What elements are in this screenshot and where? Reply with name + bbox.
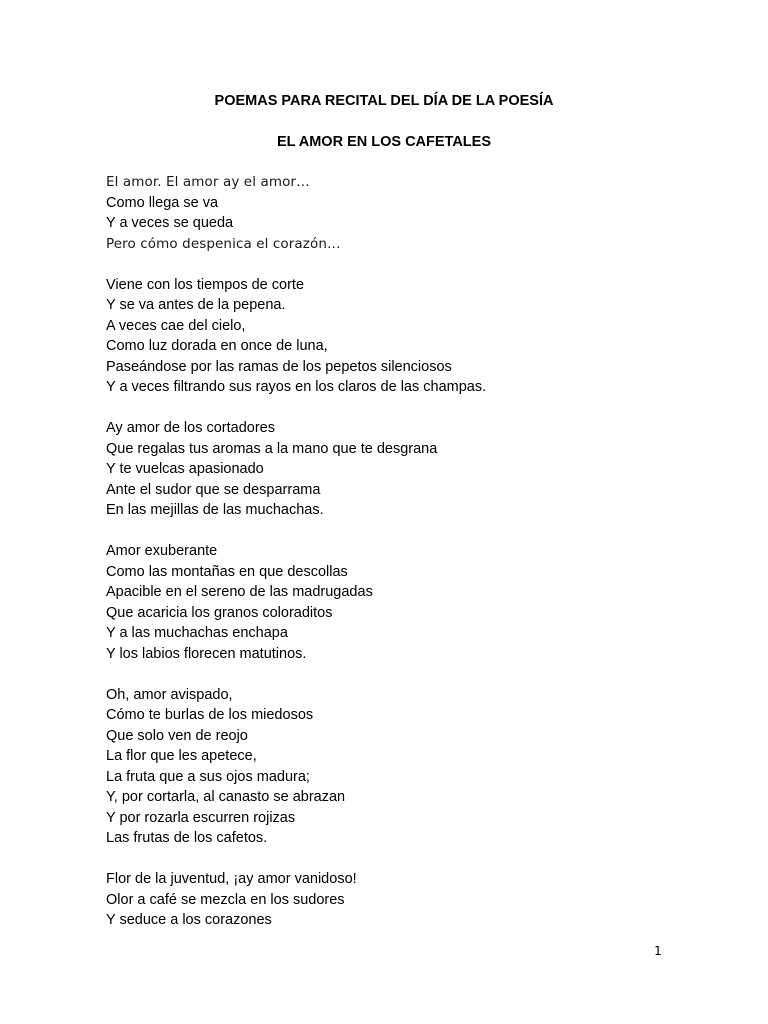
poem-body — [106, 172, 706, 951]
poem-line: Amor exuberante — [106, 543, 218, 559]
stanza-1 — [106, 172, 706, 254]
poem-line: Que acaricia los granos coloraditos — [106, 604, 333, 621]
poem-line: Paseándose por las ramas de los pepetos silenciosos — [106, 358, 452, 375]
document-heading: POEMAS PARA RECITAL DEL DÍA DE LA POESÍA — [214, 93, 554, 109]
stanza-4 — [106, 541, 706, 664]
poem-line: Flor de la juventud, ¡ay amor vanidoso! — [106, 871, 357, 887]
poem-line: Como llega se va — [106, 194, 219, 211]
poem-line: Oh, amor avispado, — [106, 686, 233, 703]
poem-line: Y a las muchachas enchapa — [106, 625, 288, 641]
poem-title: EL AMOR EN LOS CAFETALES — [276, 134, 492, 150]
poem-line: Que solo ven de reojo — [106, 727, 248, 744]
poem-line: Como las montañas en que descollas — [106, 563, 348, 580]
poem-line: Ante el sudor que se desparrama — [106, 481, 321, 498]
poem-line: Como luz dorada en once de luna, — [106, 338, 328, 354]
page-number: 1 — [654, 944, 662, 958]
poem-line: La fruta que a sus ojos madura; — [106, 768, 310, 785]
poem-line: Ay amor de los cortadores — [106, 420, 275, 436]
poem-line: Y, por cortarla, al canasto se abrazan — [106, 789, 346, 805]
poem-line: La flor que les apetece, — [106, 748, 257, 764]
poem-line: Y los labios florecen matutinos. — [106, 645, 307, 662]
poem-line: Cómo te burlas de los miedosos — [106, 707, 314, 723]
poem-line: Apacible en el sereno de las madrugadas — [106, 584, 373, 600]
poem-line: Y seduce a los corazones — [106, 912, 272, 928]
poem-line: En las mejillas de las muchachas. — [106, 502, 324, 518]
poem-line: Y se va antes de la pepena. — [106, 297, 286, 313]
stanza-5 — [106, 685, 706, 849]
stanza-2 — [106, 275, 706, 398]
poem-line: Viene con los tiempos de corte — [106, 276, 305, 293]
poem-line: Y a veces se queda — [106, 215, 234, 231]
stanza-6 — [106, 869, 706, 931]
poem-line: Y a veces filtrando sus rayos en los claros de las champas. — [106, 379, 487, 395]
poem-line: El amor. El amor ay el amor… — [106, 174, 310, 190]
poem-line: Las frutas de los cafetos. — [106, 830, 268, 846]
poem-line: Y por rozarla escurren rojizas — [106, 809, 296, 826]
poem-line: Y te vuelcas apasionado — [106, 461, 264, 477]
poem-line: Pero cómo despenica el corazón… — [106, 235, 341, 252]
poem-line: A veces cae del cielo, — [106, 317, 246, 334]
poem-line: Que regalas tus aromas a la mano que te desgrana — [106, 440, 438, 457]
stanza-3 — [106, 418, 706, 521]
poem-line: Olor a café se mezcla en los sudores — [106, 891, 345, 908]
